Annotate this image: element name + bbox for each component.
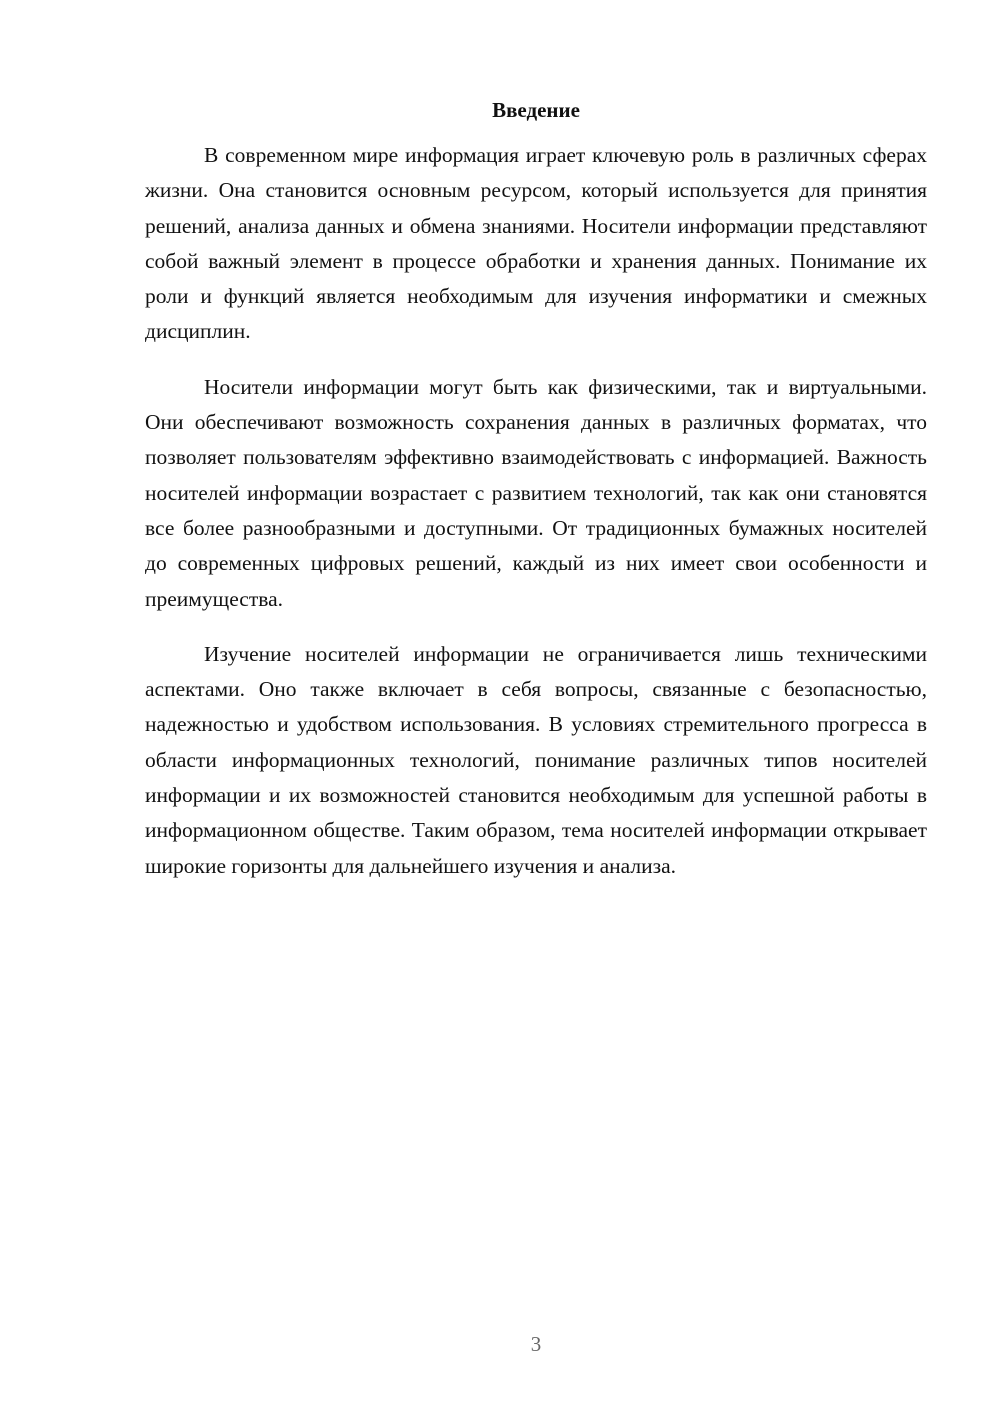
paragraph-1: В современном мире информация играет ключевую роль в различных сферах жизни. Она становится основным ресурсом, который используется для принятия решений, анализа данных и обмена знаниями. Носители информации представляют собой важный элемент в процессе обработки и хранения данных. Понимание их роли и функций является необходимым для изучения информатики и смежных дисциплин. — [145, 143, 927, 344]
paragraph-2: Носители информации могут быть как физическими, так и виртуальными. Они обеспечивают возможность сохранения данных в различных форматах, что позволяет пользователям эффективно взаимодействовать с информацией. Важность носителей информации возрастает с развитием технологий, так как они становятся все более разнообразными и доступными. От традиционных бумажных носителей до современных цифровых решений, каждый из них имеет свои особенности и преимущества. — [145, 374, 927, 611]
paragraph-3: Изучение носителей информации не ограничивается лишь техническими аспектами. Оно также включает в себя вопросы, связанные с безопасностью, надежностью и удобством использования. В условиях стремительного прогресса в области информационных технологий, понимание различных типов носителей информации и их возможностей становится необходимым для успешной работы в информационном обществе. Таким образом, тема носителей информации открывает широкие горизонты для дальнейшего изучения и анализа. — [145, 641, 927, 878]
page-number: 3 — [530, 1332, 542, 1356]
section-heading: Введение — [492, 98, 580, 122]
page-content — [145, 94, 927, 904]
